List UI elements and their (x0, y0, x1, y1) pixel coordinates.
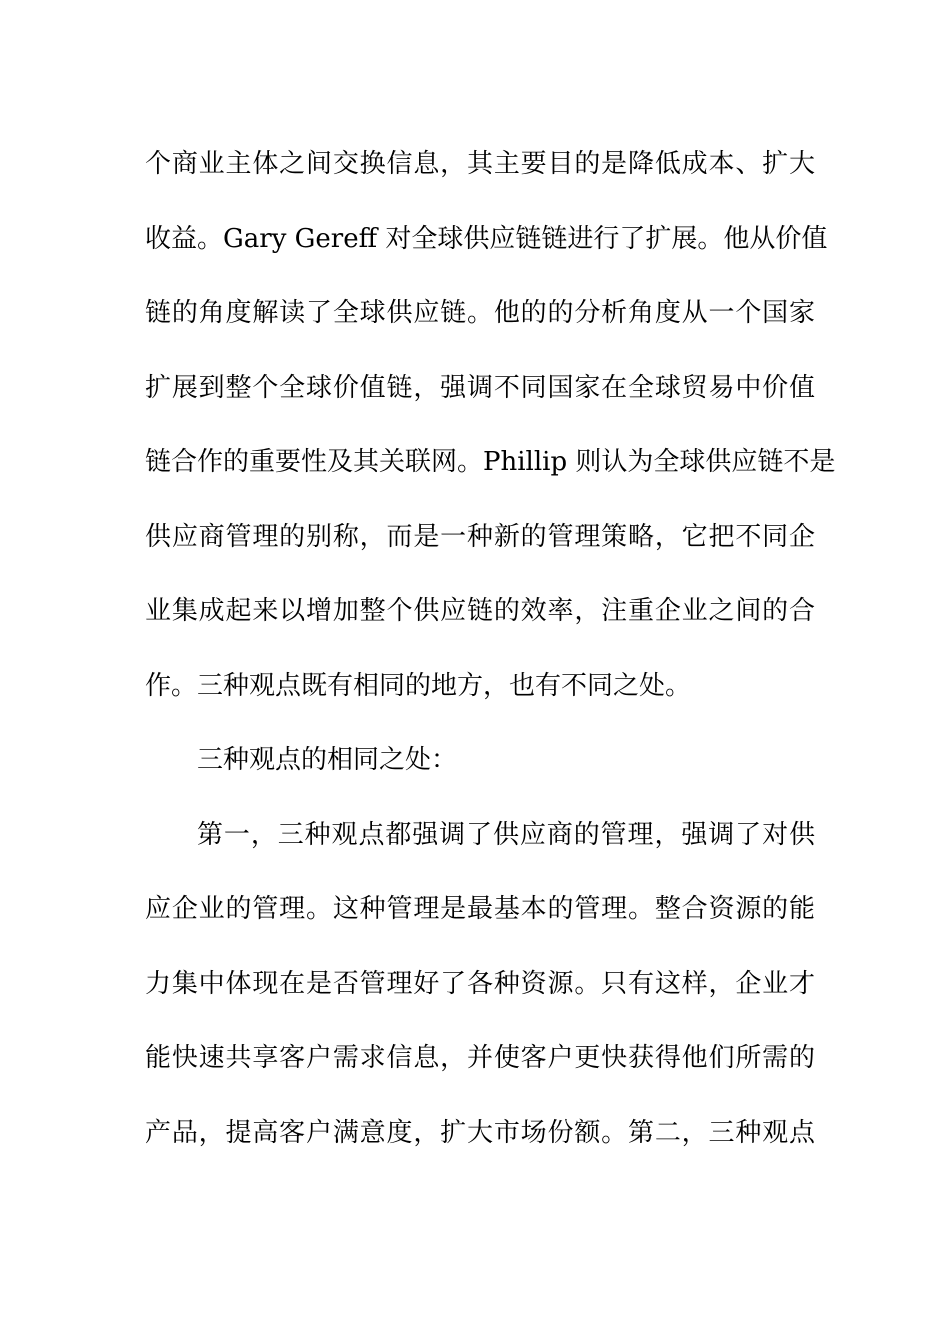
text-line: 扩展到整个全球价值链，强调不同国家在全球贸易中价值 (145, 372, 815, 403)
text-line: 应企业的管理。这种管理是最基本的管理。整合资源的能 (145, 894, 815, 924)
text-line: 链合作的重要性及其关联网。Phillip 则认为全球供应链不是 (145, 447, 836, 477)
text-line: 收益。Gary Gereff 对全球供应链链进行了扩展。他从价值 (145, 223, 828, 254)
text-line: 力集中体现在是否管理好了各种资源。只有这样，企业才 (145, 968, 815, 999)
text-line: 业集成起来以增加整个供应链的效率，注重企业之间的合 (145, 596, 815, 626)
text-line: 个商业主体之间交换信息，其主要目的是降低成本、扩大 (145, 149, 815, 179)
text-line: 作。三种观点既有相同的地方，也有不同之处。 (145, 670, 692, 701)
text-line: 链的角度解读了全球供应链。他的的分析角度从一个国家 (145, 298, 815, 328)
body-text (145, 127, 836, 1170)
text-line: 产品，提高客户满意度，扩大市场份额。第二，三种观点 (145, 1117, 815, 1148)
text-line: 供应商管理的别称，而是一种新的管理策略，它把不同企 (145, 521, 815, 552)
text-line: 能快速共享客户需求信息，并使客户更快获得他们所需的 (145, 1043, 815, 1073)
section-heading: 三种观点的相同之处： (197, 745, 458, 775)
paragraph-first-line: 第一，三种观点都强调了供应商的管理，强调了对供 (197, 819, 815, 850)
